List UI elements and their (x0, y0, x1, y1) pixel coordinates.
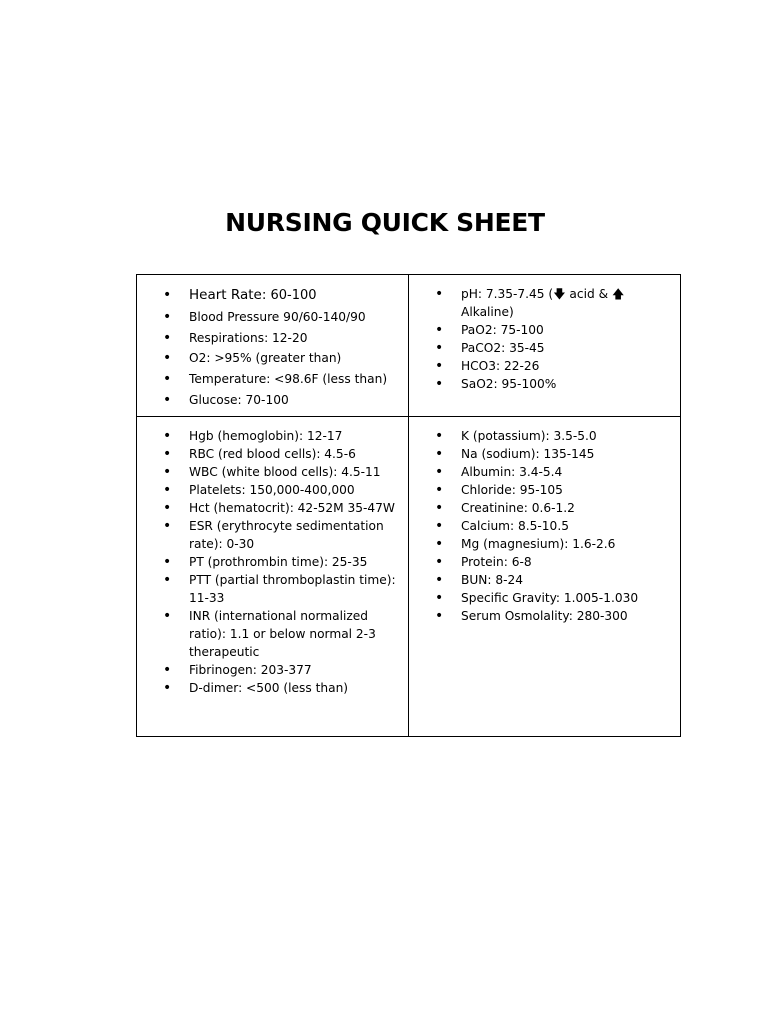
list-item-heart-rate (163, 285, 400, 307)
list-item: • PaO2: 75-100 (435, 321, 672, 339)
list-item: • Albumin: 3.4-5.4 (435, 463, 672, 481)
abg-cell (409, 275, 680, 417)
list-item: • Fibrinogen: 203-377 (163, 661, 400, 679)
list-item: • SaO2: 95-100% (435, 375, 672, 393)
vitals-list (163, 285, 400, 411)
list-item: • Blood Pressure 90/60-140/90 (163, 307, 400, 328)
ph-prefix: pH: 7.35-7.45 ( (461, 287, 554, 301)
list-item: • HCO3: 22-26 (435, 357, 672, 375)
list-item: • Temperature: <98.6F (less than) (163, 369, 400, 390)
list-item-ph (435, 285, 672, 321)
heart-rate-value: 60-100 (266, 288, 317, 303)
list-item: • Hct (hematocrit): 42-52M 35-47W (163, 499, 400, 517)
list-item: • WBC (white blood cells): 4.5-11 (163, 463, 400, 481)
list-item: • PT (prothrombin time): 25-35 (163, 553, 400, 571)
list-item: • Na (sodium): 135-145 (435, 445, 672, 463)
list-item: • D-dimer: <500 (less than) (163, 679, 400, 697)
quick-sheet-table (136, 274, 681, 737)
list-item: • Protein: 6-8 (435, 553, 672, 571)
list-item: • ESR (erythrocyte sedimentation rate): 0-30 (163, 517, 400, 553)
down-arrow-icon: 🡇 (553, 287, 566, 301)
list-item: • Platelets: 150,000-400,000 (163, 481, 400, 499)
list-item: • Respirations: 12-20 (163, 328, 400, 349)
heart-rate-label: Heart Rate: (189, 287, 267, 303)
vitals-cell (137, 275, 409, 417)
list-item: • Glucose: 70-100 (163, 390, 400, 411)
up-arrow-icon: 🡅 (611, 287, 625, 301)
list-item: • INR (international normalized ratio): 1.1 or below normal 2-3 therapeutic (163, 607, 400, 661)
list-item: • Mg (magnesium): 1.6-2.6 (435, 535, 672, 553)
hematology-list (163, 427, 400, 697)
list-item: • Calcium: 8.5-10.5 (435, 517, 672, 535)
chemistry-list (435, 427, 672, 625)
list-item: • Creatinine: 0.6-1.2 (435, 499, 672, 517)
ph-alkaline: Alkaline) (461, 305, 514, 319)
chemistry-cell (409, 417, 680, 736)
abg-list (435, 285, 672, 393)
list-item: • Hgb (hemoglobin): 12-17 (163, 427, 400, 445)
ph-acid: acid & (565, 287, 612, 301)
page-title: NURSING QUICK SHEET (225, 208, 545, 237)
list-item: • Specific Gravity: 1.005-1.030 (435, 589, 672, 607)
list-item: • Chloride: 95-105 (435, 481, 672, 499)
list-item: • PTT (partial thromboplastin time): 11-33 (163, 571, 400, 607)
list-item: • BUN: 8-24 (435, 571, 672, 589)
list-item: • O2: >95% (greater than) (163, 348, 400, 369)
list-item: • PaCO2: 35-45 (435, 339, 672, 357)
list-item: • K (potassium): 3.5-5.0 (435, 427, 672, 445)
hematology-cell (137, 417, 409, 736)
list-item: • Serum Osmolality: 280-300 (435, 607, 672, 625)
list-item: • RBC (red blood cells): 4.5-6 (163, 445, 400, 463)
